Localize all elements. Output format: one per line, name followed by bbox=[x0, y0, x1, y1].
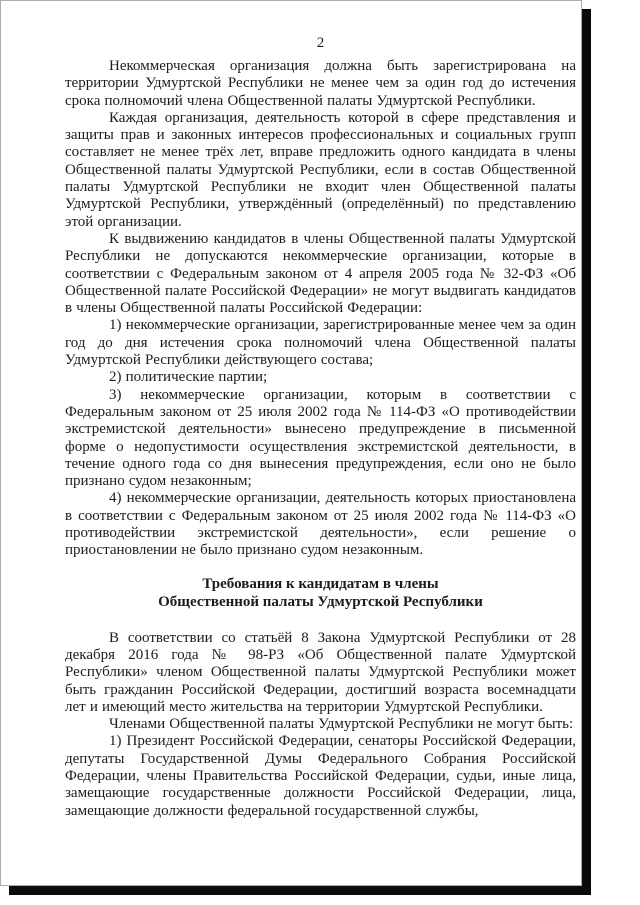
section-heading bbox=[65, 575, 576, 611]
paragraph: Членами Общественной палаты Удмуртской Республики не могут быть: bbox=[109, 716, 574, 733]
paragraph: Некоммерческая организация должна быть зарегистрирована на территории Удмуртской Республики не менее чем за один год до истечения срока полномочий члена Общественной палаты Удмуртской Республики. bbox=[65, 58, 576, 109]
section-heading-line1: Требования к кандидатам в члены bbox=[202, 575, 439, 592]
list-item-paragraph: 4) некоммерческие организации, деятельность которых приостановлена в соответствии с Федеральным законом от 25 июля 2002 года № 114-ФЗ «О противодействии экстремистской деятельности», если решение о приостановлении не было признано судом незаконным. bbox=[65, 490, 576, 559]
page-content bbox=[65, 35, 576, 820]
paragraph: К выдвижению кандидатов в члены Общественной палаты Удмуртской Республики не допускаются некоммерческие организации, которые в соответствии с Федеральным законом от 4 апреля 2005 года № 32-ФЗ «Об Общественной палате Российской Федерации» не могут выдвигать кандидатов в члены Общественной палаты Российской Федерации: bbox=[65, 230, 576, 317]
paragraph: Каждая организация, деятельность которой в сфере представления и защиты прав и законных интересов профессиональных и социальных групп составляет не менее трёх лет, вправе предложить одного кандидата в члены Общественной палаты Удмуртской Республики, если в состав Общественной палаты Удмуртской Республики не входит член Общественной палаты Удмуртской Республики, утверждённый (определённый) по представлению этой организации. bbox=[65, 109, 576, 230]
list-item-paragraph: 1) Президент Российской Федерации, сенаторы Российской Федерации, депутаты Государственной Думы Федерального Собрания Российской Федерации, члены Правительства Российской Федерации, судьи, иные лица, замещающие государственные должности Российской Федерации, лица, замещающие должности федеральной государственной службы, bbox=[65, 733, 576, 819]
list-item-paragraph: 1) некоммерческие организации, зарегистрированные менее чем за один год до дня истечения срока полномочий члена Общественной палаты Удмуртской Республики действующего состава; bbox=[65, 317, 576, 369]
list-item-paragraph: 2) политические партии; bbox=[109, 369, 268, 386]
list-item-paragraph: 3) некоммерческие организации, которым в соответствии с Федеральным законом от 25 июля 2002 года № 114-ФЗ «О противодействии экстремистской деятельности» вынесено предупреждение в письменной форме о недопустимости осуществления экстремистской деятельности, в течение одного года со дня вынесения предупреждения, если оно не было признано судом незаконным; bbox=[65, 386, 576, 490]
page-number: 2 bbox=[316, 35, 325, 51]
section-heading-line2: Общественной палаты Удмуртской Республики bbox=[158, 593, 483, 610]
paragraph: В соответствии со статьёй 8 Закона Удмуртской Республики от 28 декабря 2016 года № 98-РЗ «Об Общественной палате Удмуртской Республики» членом Общественной палаты Удмуртской Республики может быть гражданин Российской Федерации, достигший возраста восемнадцати лет и имеющий место жительства на территории Удмуртской Республики. bbox=[65, 629, 576, 715]
